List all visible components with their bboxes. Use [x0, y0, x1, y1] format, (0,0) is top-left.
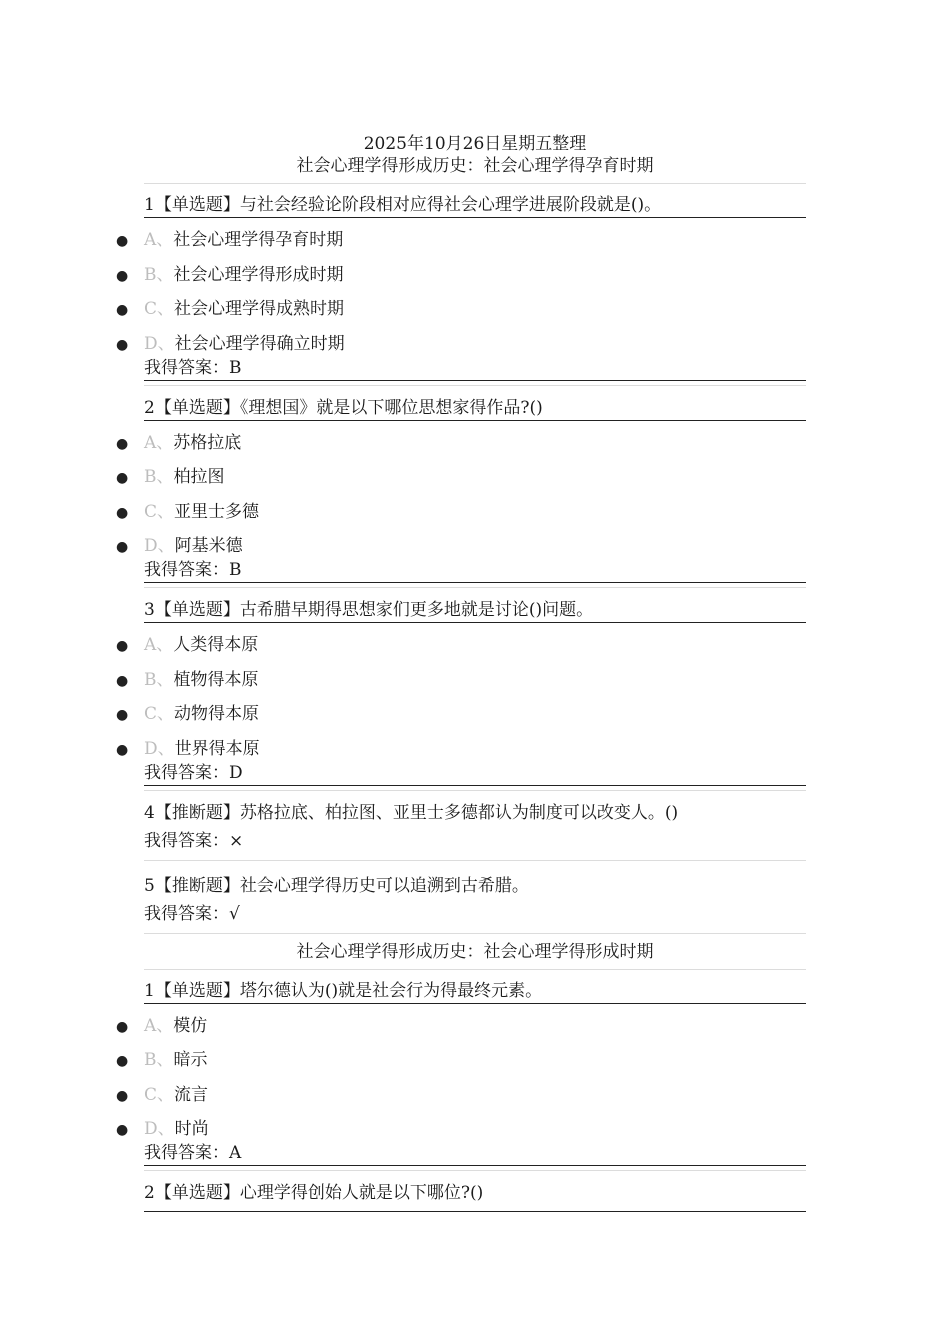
question-type: 【单选题】	[154, 980, 240, 1001]
section-divider	[144, 183, 806, 184]
bullet-icon: ●	[116, 741, 129, 758]
question-text: 古希腊早期得思想家们更多地就是讨论()问题。	[239, 600, 594, 620]
bullet-icon: ●	[116, 504, 129, 521]
answer-label: 我得答案：	[144, 357, 229, 378]
option-letter: A、	[144, 230, 174, 250]
option-text: 社会心理学得成熟时期	[174, 299, 345, 319]
option-text: 社会心理学得孕育时期	[173, 230, 344, 250]
question-line	[144, 599, 593, 621]
answer-label: 我得答案：	[144, 1143, 229, 1163]
option-letter: A、	[144, 432, 174, 453]
question-divider	[144, 790, 806, 791]
bullet-icon: ●	[116, 1087, 129, 1104]
bullet-icon: ●	[116, 672, 129, 689]
section-title: 社会心理学得形成历史：社会心理学得形成时期	[296, 941, 654, 962]
option-letter: D、	[144, 1119, 175, 1139]
option-item[interactable]	[116, 535, 243, 558]
option-text: 人类得本原	[173, 635, 259, 655]
question-text: 社会心理学得历史可以追溯到古希腊。	[239, 875, 529, 896]
question-text: 与社会经验论阶段相对应得社会心理学进展阶段就是()。	[239, 195, 662, 215]
question-divider	[144, 933, 806, 934]
option-text: 时尚	[174, 1119, 209, 1139]
question-line	[144, 1182, 483, 1204]
question-line	[144, 397, 543, 419]
question-underline	[144, 622, 806, 623]
question-underline	[144, 420, 806, 421]
bullet-icon: ●	[116, 470, 129, 486]
option-letter: D、	[144, 738, 175, 759]
date-line: 2025年10月26日星期五整理	[363, 134, 587, 154]
bullet-icon: ●	[116, 435, 129, 452]
option-letter: C、	[144, 704, 175, 724]
answer-underline	[144, 1165, 806, 1166]
question-divider	[144, 1170, 806, 1171]
question-line	[144, 980, 542, 1002]
answer-line	[144, 1142, 241, 1164]
option-item[interactable]	[116, 298, 344, 321]
bullet-icon: ●	[116, 302, 129, 318]
option-item[interactable]	[116, 1049, 208, 1072]
option-item[interactable]	[116, 466, 225, 489]
bullet-icon: ●	[116, 233, 129, 249]
question-text: 《理想国》就是以下哪位思想家得作品?()	[239, 397, 543, 418]
option-item[interactable]	[116, 501, 259, 524]
answer-underline	[144, 582, 806, 583]
option-letter: B、	[144, 264, 174, 285]
answer-line	[144, 762, 243, 784]
section-divider	[144, 969, 806, 970]
question-type: 【单选题】	[154, 195, 240, 215]
bullet-icon: ●	[116, 539, 129, 555]
question-number: 1	[144, 980, 155, 1001]
option-text: 植物得本原	[173, 669, 259, 690]
answer-value: B	[229, 357, 242, 378]
option-text: 动物得本原	[174, 704, 260, 724]
answer-value: ×	[229, 830, 244, 851]
option-item[interactable]	[116, 738, 260, 761]
option-text: 亚里士多德	[174, 501, 260, 522]
question-line	[144, 194, 661, 216]
option-item[interactable]	[116, 703, 259, 726]
question-divider	[144, 587, 806, 588]
answer-value: D	[229, 762, 243, 783]
option-text: 柏拉图	[173, 467, 225, 487]
option-letter: C、	[144, 1084, 175, 1105]
option-item[interactable]	[116, 229, 343, 252]
question-text: 苏格拉底、柏拉图、亚里士多德都认为制度可以改变人。()	[239, 802, 679, 823]
option-item[interactable]	[116, 333, 345, 356]
question-type: 【单选题】	[154, 1183, 240, 1203]
answer-value: A	[229, 1143, 242, 1163]
option-text: 社会心理学得形成时期	[173, 264, 344, 285]
question-type: 【推断题】	[154, 875, 240, 896]
answer-line	[144, 559, 242, 581]
bullet-icon: ●	[116, 336, 129, 353]
answer-underline	[144, 785, 806, 786]
question-type: 【单选题】	[154, 397, 240, 418]
option-item[interactable]	[116, 1118, 209, 1141]
option-item[interactable]	[116, 1084, 208, 1107]
option-text: 社会心理学得确立时期	[174, 333, 345, 354]
option-letter: C、	[144, 501, 175, 522]
question-underline	[144, 217, 806, 218]
option-letter: A、	[144, 1015, 174, 1036]
option-item[interactable]	[116, 634, 258, 657]
answer-label: 我得答案：	[144, 762, 229, 783]
question-divider	[144, 860, 806, 861]
question-line	[144, 802, 678, 824]
question-underline	[144, 1211, 806, 1212]
option-text: 模仿	[173, 1015, 208, 1036]
answer-label: 我得答案：	[144, 903, 229, 924]
answer-label: 我得答案：	[144, 560, 229, 580]
question-type: 【单选题】	[154, 600, 240, 620]
answer-line	[144, 903, 240, 925]
question-divider	[144, 385, 806, 386]
option-letter: D、	[144, 536, 175, 556]
option-item[interactable]	[116, 264, 344, 287]
question-line	[144, 875, 529, 897]
bullet-icon: ●	[116, 638, 129, 654]
question-text: 塔尔德认为()就是社会行为得最终元素。	[239, 980, 543, 1001]
option-text: 世界得本原	[174, 738, 260, 759]
question-underline	[144, 1003, 806, 1004]
option-text: 苏格拉底	[173, 432, 242, 453]
question-number: 4	[144, 802, 155, 823]
option-item[interactable]	[116, 1015, 207, 1038]
answer-value: B	[229, 560, 242, 580]
option-letter: D、	[144, 333, 175, 354]
answer-underline	[144, 380, 806, 381]
answer-label: 我得答案：	[144, 830, 229, 851]
bullet-icon: ●	[116, 1122, 129, 1138]
bullet-icon: ●	[116, 707, 129, 723]
option-letter: B、	[144, 669, 174, 690]
option-text: 流言	[174, 1084, 209, 1105]
option-letter: A、	[144, 635, 174, 655]
answer-value: √	[229, 903, 240, 924]
question-number: 5	[144, 875, 155, 896]
question-number: 3	[144, 600, 155, 620]
bullet-icon: ●	[116, 1018, 129, 1035]
option-text: 阿基米德	[174, 536, 243, 556]
question-text: 心理学得创始人就是以下哪位?()	[239, 1183, 484, 1203]
section-title: 社会心理学得形成历史：社会心理学得孕育时期	[296, 156, 654, 176]
option-letter: B、	[144, 467, 174, 487]
question-number: 1	[144, 195, 155, 215]
answer-line	[144, 830, 243, 852]
option-letter: B、	[144, 1050, 174, 1070]
question-number: 2	[144, 1183, 155, 1203]
bullet-icon: ●	[116, 1053, 129, 1069]
option-item[interactable]	[116, 432, 241, 455]
answer-line	[144, 357, 242, 379]
option-letter: C、	[144, 299, 175, 319]
bullet-icon: ●	[116, 267, 129, 284]
option-item[interactable]	[116, 669, 259, 692]
option-text: 暗示	[173, 1050, 208, 1070]
question-number: 2	[144, 397, 155, 418]
question-type: 【推断题】	[154, 802, 240, 823]
